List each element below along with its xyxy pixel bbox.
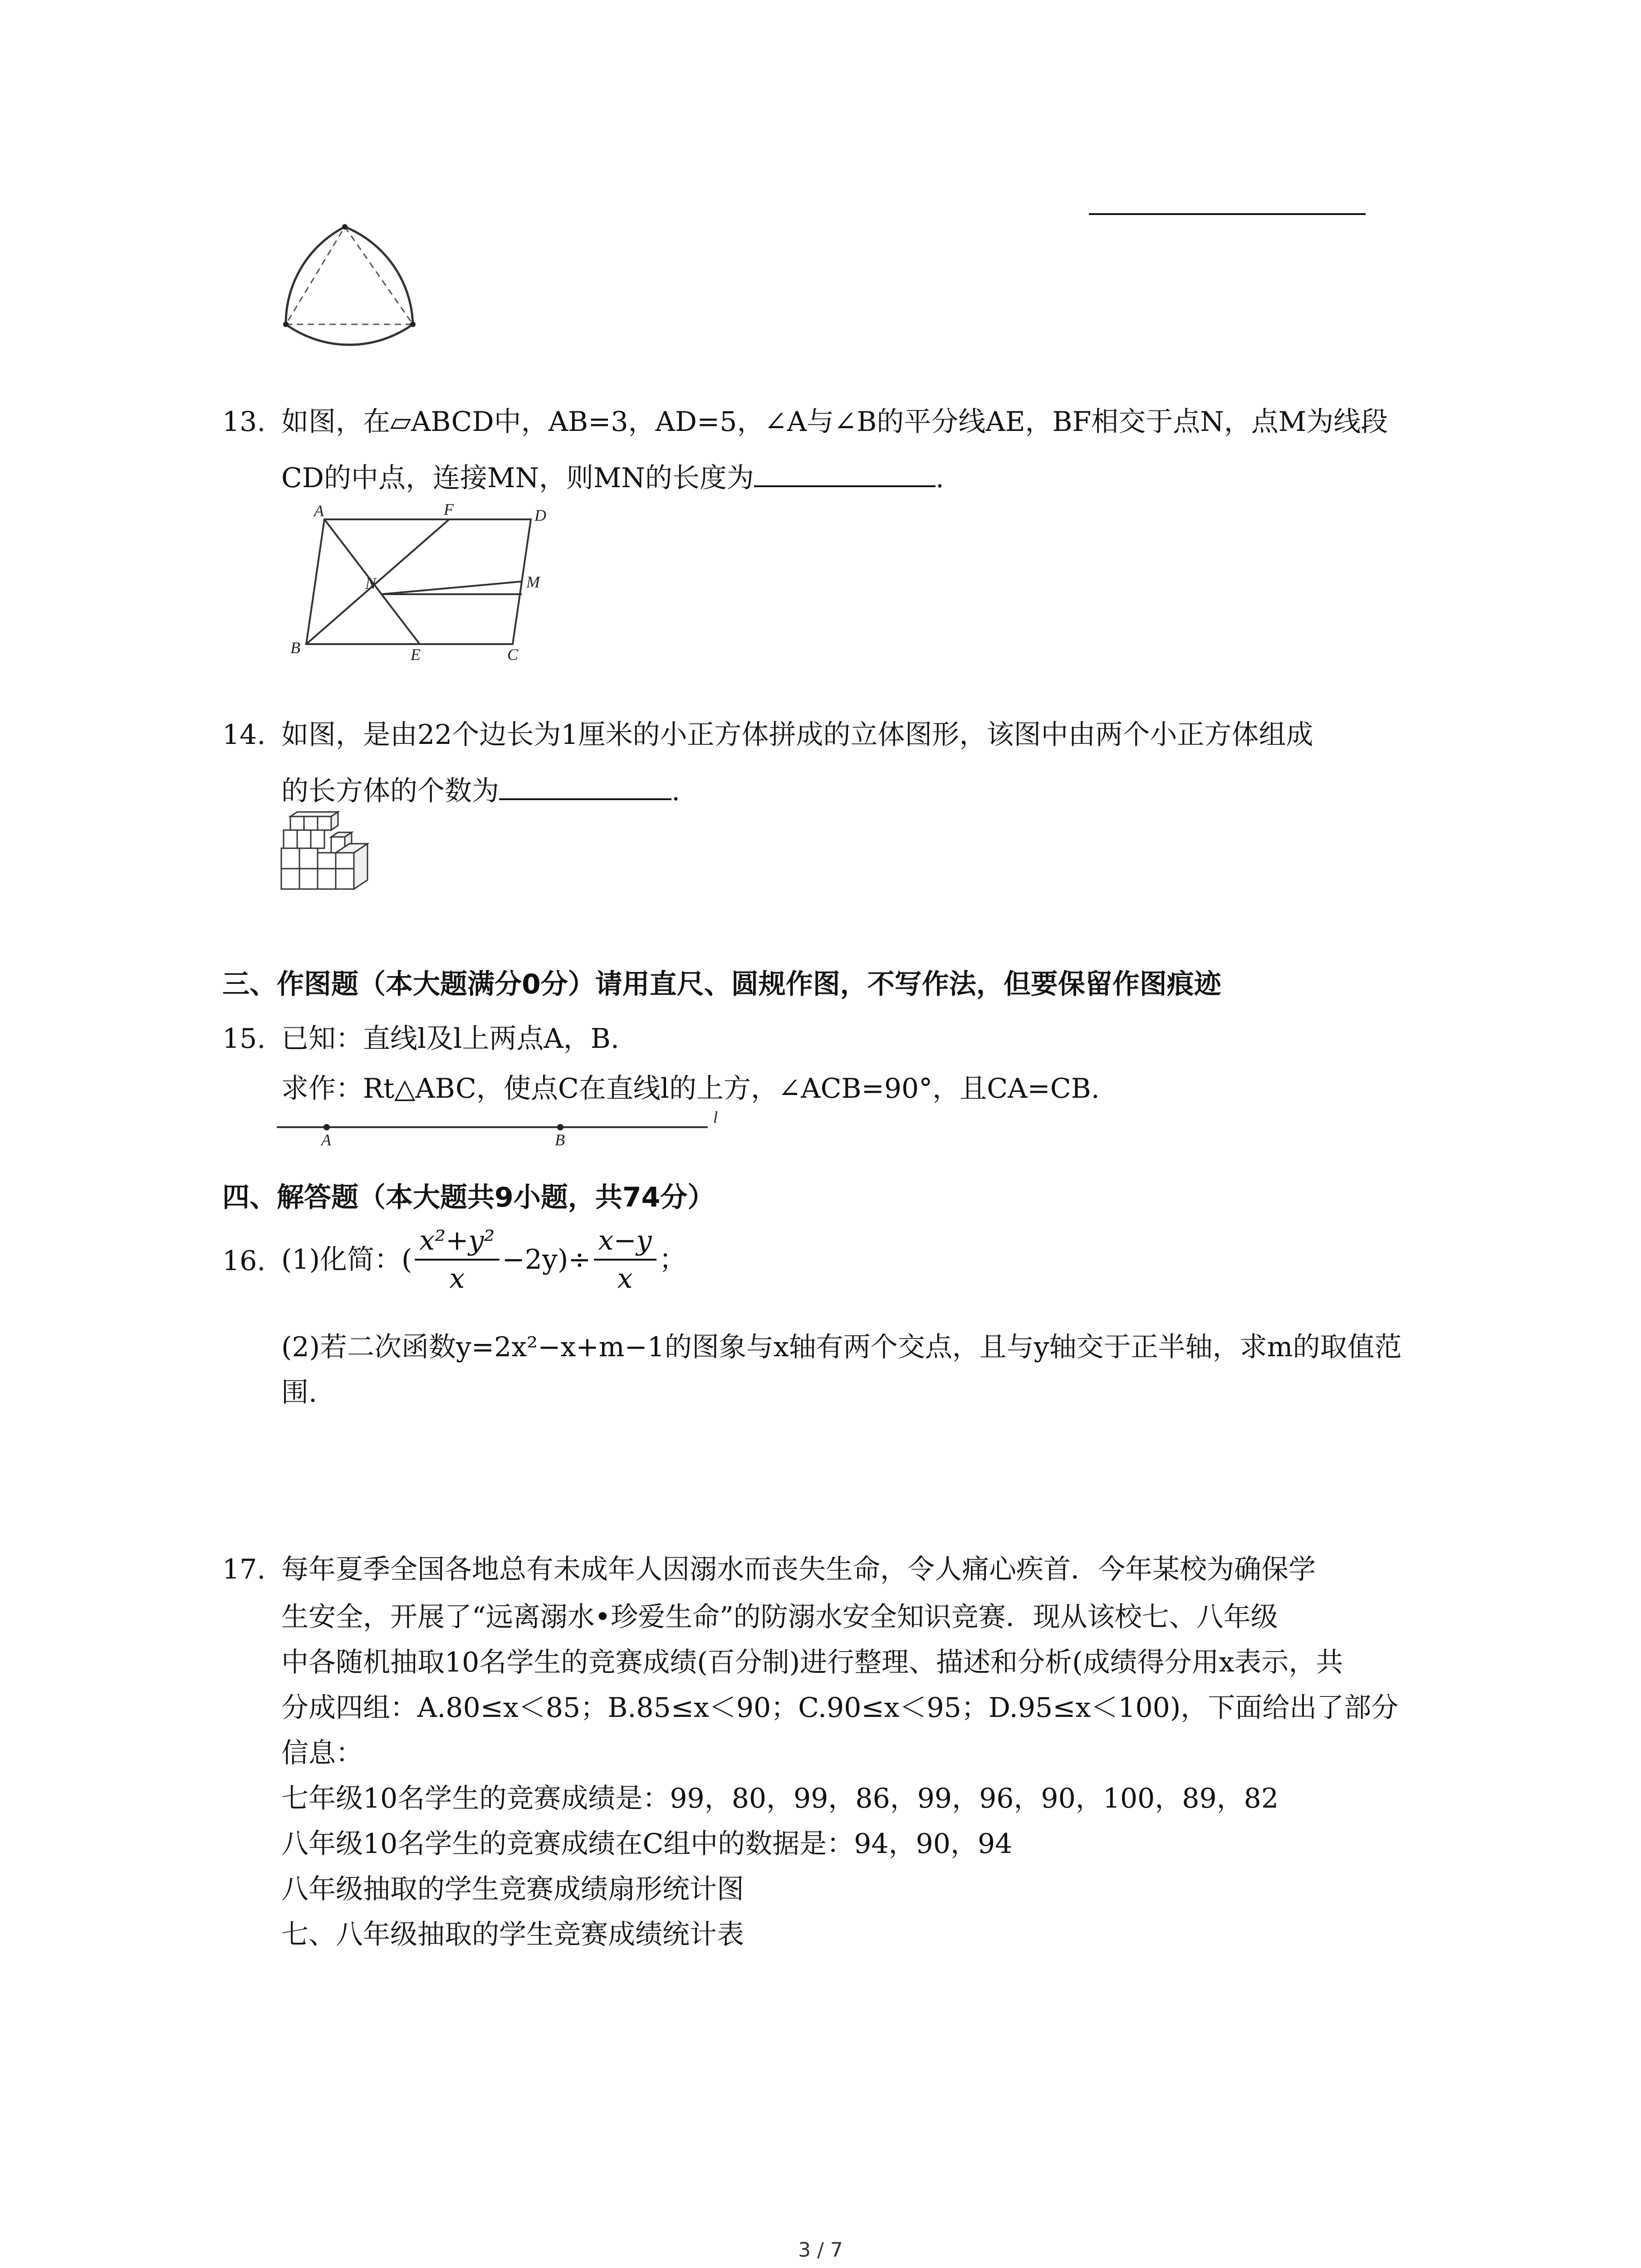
q16-frac2-numerator: x−y (594, 1222, 656, 1261)
label-a: A (314, 502, 324, 520)
q16-part1-end: ； (659, 1244, 686, 1276)
q16-frac1-numerator: x²+y² (415, 1222, 499, 1261)
q15-number: 15. (222, 1023, 266, 1055)
q14-line2-end: . (671, 775, 681, 807)
label-a: A (321, 1131, 331, 1149)
q16-part2-line2: 围. (281, 1377, 318, 1408)
q17-line-3: 中各随机抽取10名学生的竞赛成绩(百分制)进行整理、描述和分析(成绩得分用x表示，共 (281, 1647, 1343, 1678)
page-number: 3 / 7 (798, 2239, 843, 2262)
q14-line2-text: 的长方体的个数为 (281, 775, 499, 807)
q13-line2-text: CD的中点，连接MN，则MN的长度为 (281, 462, 754, 494)
q13-answer-blank[interactable] (754, 458, 936, 487)
q17-line-2: 生安全，开展了“远离溺水•珍爱生命”的防溺水安全知识竞赛．现从该校七、八年级 (281, 1601, 1278, 1633)
q17-info-4: 七、八年级抽取的学生竞赛成绩统计表 (281, 1919, 744, 1950)
q13-line2-end: . (935, 462, 944, 494)
q14-line1: 如图，是由22个边长为1厘米的小正方体拼成的立体图形，该图中由两个小正方体组成 (281, 719, 1313, 751)
label-e: E (411, 645, 421, 664)
section4-heading: 四、解答题（本大题共9小题，共74分） (222, 1182, 715, 1213)
q13-number: 13. (222, 406, 266, 438)
label-b: B (555, 1131, 565, 1149)
q16-fraction-1 (415, 1222, 499, 1297)
q16-number: 16. (222, 1245, 266, 1277)
q16-frac1-denominator: x (449, 1263, 465, 1295)
q17-line-1: 每年夏季全国各地总有未成年人因溺水而丧失生命，令人痛心疾首．今年某校为确保学 (281, 1554, 1316, 1585)
q16-mid: −2y)÷ (502, 1244, 591, 1276)
label-d: D (534, 506, 546, 524)
q16-part1-prefix: (1)化简：( (281, 1244, 412, 1276)
q17-line-4: 分成四组：A.80≤x＜85；B.85≤x＜90；C.90≤x＜95；D.95≤x＜100)，下面给出了部分 (281, 1692, 1399, 1724)
reuleaux-triangle-figure (272, 218, 463, 345)
line-l-figure (277, 1107, 730, 1148)
label-b: B (290, 639, 300, 657)
q17-info-3: 八年级抽取的学生竞赛成绩扇形统计图 (281, 1873, 744, 1905)
q17-line-5: 信息： (281, 1737, 363, 1769)
parallelogram-abcd-figure (272, 499, 581, 662)
label-m: M (526, 573, 540, 591)
q16-part1 (281, 1222, 686, 1297)
label-f: F (444, 500, 454, 518)
q15-line1: 已知：直线l及l上两点A，B. (281, 1023, 619, 1055)
q15-line2: 求作：Rt△ABC，使点C在直线l的上方，∠ACB=90°，且CA=CB. (281, 1073, 1100, 1105)
q14-answer-blank[interactable] (499, 771, 671, 800)
q14-line2 (281, 771, 680, 809)
q14-number: 14. (222, 719, 266, 751)
q17-info-1: 七年级10名学生的竞赛成绩是：99，80，99，86，99，96，90，100，89，82 (281, 1783, 1279, 1814)
section3-heading: 三、作图题（本大题满分0分）请用直尺、圆规作图，不写作法，但要保留作图痕迹 (222, 968, 1221, 1000)
q13-line1: 如图，在▱ABCD中，AB=3，AD=5，∠A与∠B的平分线AE，BF相交于点N，点M为线段 (281, 406, 1388, 438)
q13-line2 (281, 458, 944, 496)
q17-number: 17. (222, 1554, 266, 1585)
cubes-solid-figure (277, 812, 386, 912)
label-c: C (507, 645, 519, 664)
q17-info-2: 八年级10名学生的竞赛成绩在C组中的数据是：94，90，94 (281, 1828, 1013, 1860)
q16-fraction-2 (594, 1222, 656, 1297)
q12-answer-blank[interactable] (1089, 186, 1366, 215)
label-l: l (713, 1108, 718, 1126)
q16-part2-line1: (2)若二次函数y=2x²−x+m−1的图象与x轴有两个交点，且与y轴交于正半轴，求m的取值范 (281, 1331, 1402, 1363)
q16-frac2-denominator: x (617, 1263, 633, 1295)
label-n: N (365, 574, 377, 592)
